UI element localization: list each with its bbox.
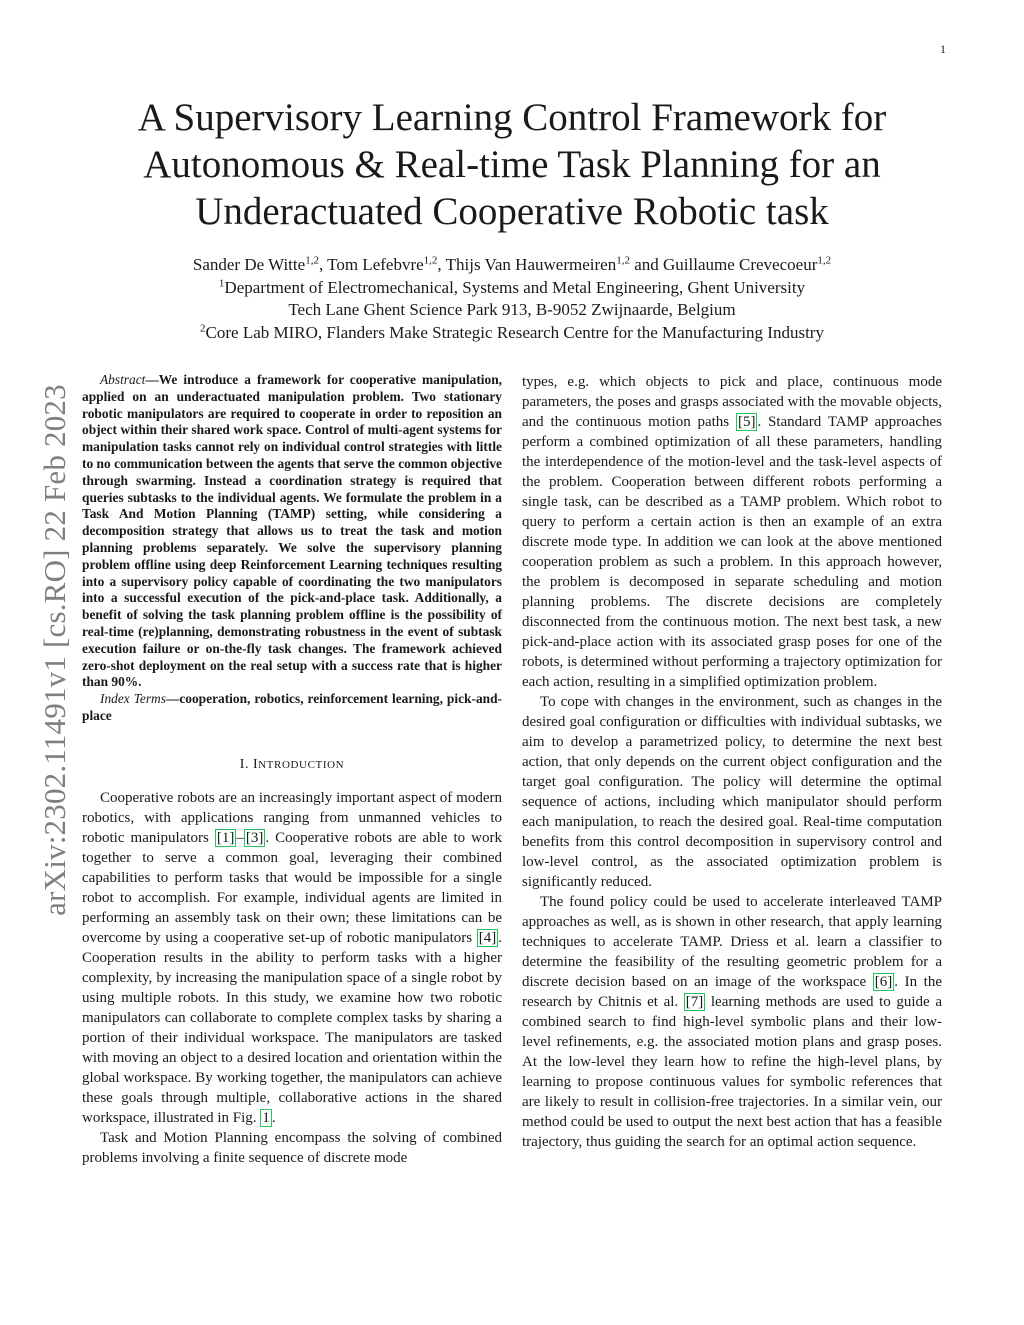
- text-run: Cooperative robots are an increasingly important aspect of modern robotics, with applications ranging from unmanned vehicles to robotic manipulators: [82, 789, 502, 846]
- text-run: . Cooperation results in the ability to perform tasks with a higher complexity, by increasing the manipulation space of a single robot by using multiple robots. In this study, we examine how two robotic manipulators can collaborate to complete complex tasks by sharing a portion of their individual workspace. The manipulators are tasked with moving an object to a desired location and orientation within the global workspace. By working together, the manipulators can achieve these goals through multiple, collaborative actions in the shared workspace, illustrated in Fig.: [82, 929, 502, 1126]
- author-name: Tom Lefebvre: [327, 255, 424, 274]
- author-name: Guillaume Crevecoeur: [663, 255, 818, 274]
- affiliation-1-address: Tech Lane Ghent Science Park 913, B-9052 Zwijnaarde, Belgium: [288, 300, 736, 320]
- affiliation-2: [80, 322, 944, 345]
- abstract: Abstract—We introduce a framework for cooperative manipulation, applied on an underactuated manipulation problem. Two stationary robotic manipulators are required to cooperate in order to reposition an object within their shared work space. Control of multi-agent systems for manipulation tasks cannot rely on individual control strategies with little to no communication between the agents that serve the common objective through swarming. Instead a coordination strategy is required that queries subtasks to the individual agents. We formulate the problem in a Task And Motion Planning (TAMP) setting, while considering a decomposition strategy that allows us to treat the task and motion planning problems separately. We solve the supervisory planning problem offline using deep Reinforcement Learning techniques resulting into a supervisory policy capable of coordinating the two manipulators into a successful execution of the pick-and-place task. Additionally, a benefit of solving the task planning problem offline is the possibility of real-time (re)planning, demonstrating robustness in the event of subtask execution failure or on-the-fly task changes. The framework achieved zero-shot deployment on the real setup with a success rate that is higher than 90%.: [82, 372, 502, 690]
- section-first-letter: I: [252, 756, 259, 772]
- citation-number: 4: [483, 929, 492, 946]
- citation-number: 7: [690, 994, 699, 1010]
- intro-paragraph-3: To cope with changes in the environment, such as changes in the desired goal configuration or difficulties with individual subtasks, we aim to develop a parametrized policy, to determine the next best action, that only depends on the current object configuration and the target goal configuration. The policy will determine the optimal sequence of actions, including which manipulator should perform each manipulation, to reach the desired goal. Real-time computation benefits from this control decomposition in supervisory control and low-level control, as the associated optimization problem is significantly reduced.: [522, 694, 942, 890]
- intro-paragraph-2: Task and Motion Planning encompass the solving of combined problems involving a finite sequence of discrete mode: [82, 1129, 502, 1166]
- section-title-rest: NTRODUCTION: [258, 758, 345, 771]
- citation-number: 1: [221, 829, 230, 846]
- text-run: . Cooperative robots are able to work together to serve a common goal, leveraging their combined capabilities to perform tasks that would be impossible for a single robot to accomplish. For example, individual agents are limited in performing an assembly task on their own; these limitations can be overcome by using a cooperative set-up of robotic manipulators: [82, 829, 502, 946]
- section-heading-introduction: [82, 755, 502, 775]
- intro-paragraph-2-continued: [522, 372, 942, 692]
- author-name: Sander De Witte: [192, 255, 306, 274]
- intro-paragraph-1: [82, 788, 502, 1128]
- text-run: .: [271, 1109, 276, 1126]
- citation-number: 3: [250, 829, 259, 846]
- author-name: Thijs Van Hauwermeiren: [445, 255, 617, 274]
- affiliation-1: [80, 277, 944, 300]
- index-terms-label: Index Terms: [100, 691, 166, 707]
- index-terms-text: cooperation, robotics, reinforcement learning, pick-and-place: [82, 691, 502, 723]
- citation-link[interactable]: [7]: [685, 994, 704, 1010]
- citation-number: 5: [742, 414, 751, 430]
- affiliation-text: Core Lab MIRO, Flanders Make Strategic Research Centre for the Manufacturing Industry: [205, 322, 824, 342]
- intro-paragraph-4: [522, 892, 942, 1152]
- text-run: . Standard TAMP approaches perform a combined optimization of all these parameters, handling the interdependence of the motion-level and the task-level aspects of the problem. Cooperation between different robots performing a single task, can be described as a TAMP problem. Which robot to query to perform a certain action is then an example of an extra discrete mode type. In addition we can look at the above mentioned cooperation problem as such a problem. In this approach however, the problem is decomposed in separate scheduling and motion planning problems. The discrete decisions are completely disconnected from the continuous motion. The next best task, a new pick-and-place action with its associated grasp poses for one of the robots, is determined without performing a trajectory optimization for each action, resulting in a simplified optimization problem.: [522, 414, 942, 690]
- figure-link[interactable]: [260, 1109, 272, 1127]
- author-line: Sander De Witte$^{1,2}$, Tom Lefebvre$^{1,2}$, Thijs Van Hauwermeiren$^{1,2}$ and Guillaume Crevecoeur$^{1,2}$: [192, 254, 832, 274]
- text-run: . In the research by Chitnis et al.: [522, 974, 942, 1010]
- affiliation-mark: 1,2: [817, 254, 832, 267]
- citation-link[interactable]: [3]: [245, 829, 264, 846]
- affiliation-mark: 1,2: [616, 254, 630, 267]
- abstract-label: Abstract: [100, 372, 146, 387]
- author-block: [80, 254, 944, 344]
- author-conjunction: and: [634, 255, 659, 274]
- affiliation-mark: 1: [218, 276, 225, 289]
- text-run: learning methods are used to guide a combined search to find high-level symbolic plans and their low-level refinements, e.g. the associated motion plans and grasp poses. At the low-level they learn how to refine the high-level plans, by learning to propose continuous values for symbolic references that are likely to result in collision-free trajectories. In a similar vein, our method could be used to output the next best action that has a feasible trajectory, thus guiding the search for an optimal action sequence.: [522, 994, 942, 1150]
- citation-link[interactable]: [6]: [874, 974, 893, 990]
- paper-title: A Supervisory Learning Control Framework for Autonomous & Real-time Task Planning for an Underactuated Cooperative Robotic task: [137, 96, 887, 233]
- text-run: The found policy could be used to accelerate interleaved TAMP approaches as well, as is shown in other research, that apply learning techniques to accelerate TAMP. Driess et al. learn a classifier to determine the feasibility of the resulting geometric problem for a discrete decision based on an image of the workspace: [522, 894, 942, 990]
- text-run: –: [236, 829, 244, 846]
- affiliation-mark: 1,2: [423, 254, 438, 267]
- abstract-text: We introduce a framework for cooperative manipulation, applied on an underactuated manipulation problem. Two stationary robotic manipulators are required to cooperate in order to reposition an object within their shared work space. Control of multi-agent systems for manipulation tasks cannot rely on individual control strategies with little to no communication between the agents that serve the common objective through swarming. Instead a coordination strategy is required that queries subtasks to the individual agents. We formulate the problem in a Task And Motion Planning (TAMP) setting, while considering a decomposition strategy that allows us to treat the task and motion planning problems separately. We solve the supervisory planning problem offline using deep Reinforcement Learning techniques resulting into a supervisory policy capable of coordinating the two manipulators into a successful execution of the pick-and-place task. Additionally, a benefit of solving the task planning problem offline is the possibility of real-time (re)planning, demonstrating robustness in the event of subtask execution failure or on-the-fly task changes. The framework achieved zero-shot deployment on the real setup with a success rate that is higher than 90%.: [82, 372, 502, 690]
- left-column: [82, 372, 502, 1168]
- citation-link[interactable]: [1]: [216, 829, 235, 846]
- affiliation-text: Department of Electromechanical, Systems and Metal Engineering, Ghent University: [224, 277, 806, 297]
- citation-link[interactable]: [4]: [478, 929, 497, 946]
- affiliation-mark: 2: [200, 322, 206, 335]
- index-terms: Index Terms—cooperation, robotics, reinforcement learning, pick-and-place: [82, 691, 502, 723]
- arxiv-identifier: arXiv:2302.11491v1 [cs.RO] 22 Feb 2023: [37, 384, 72, 916]
- text-run: types, e.g. which objects to pick and place, continuous mode parameters, the poses and grasps associated with the movable objects, and the continuous motion paths: [522, 374, 942, 430]
- section-number: I.: [239, 756, 249, 772]
- page-number: 1: [940, 42, 946, 56]
- right-column: [522, 372, 942, 1152]
- citation-number: 6: [879, 974, 888, 990]
- figure-number: 1: [262, 1109, 270, 1126]
- citation-link[interactable]: [5]: [737, 414, 756, 430]
- affiliation-mark: 1,2: [305, 254, 319, 267]
